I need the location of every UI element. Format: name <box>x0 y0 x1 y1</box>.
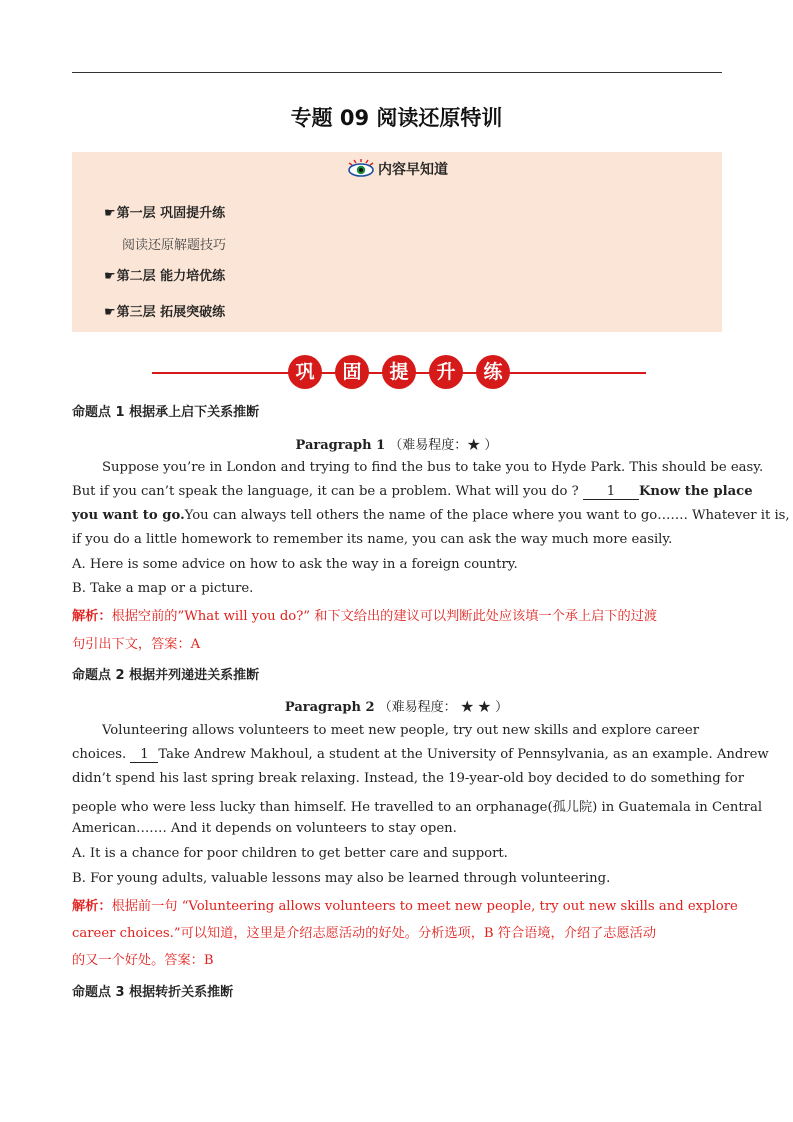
layer-1-subitem: 阅读还原解题技巧 <box>122 238 227 253</box>
text-line: didn’t spend his last spring break relaxing. Instead, the 19-year-old boy decided to do something for <box>72 771 745 786</box>
banner-char: 固 <box>335 355 369 389</box>
analysis-label: 解析： <box>72 609 112 624</box>
pointing-hand-icon: ☛ <box>104 269 116 284</box>
analysis-text: 的又一个好处。答案：B <box>72 953 214 968</box>
page-title: 专题 09 阅读还原特训 <box>290 106 503 130</box>
answer-text: Know the place <box>638 484 753 499</box>
layer-3-item <box>104 301 225 320</box>
answer-blank: 1 <box>583 484 639 500</box>
paragraph-2-label: Paragraph 2 <box>284 700 375 715</box>
difficulty-rating: （难易程度：★ ） <box>389 438 498 453</box>
text-line <box>72 484 753 500</box>
banner-title <box>288 352 510 394</box>
option-b: B. Take a map or a picture. <box>72 581 254 596</box>
text-line: Suppose you’re in London and trying to find the bus to take you to Hyde Park. This should be easy. <box>102 460 764 475</box>
text-line <box>72 508 790 523</box>
analysis-text: 句引出下文，答案：A <box>72 637 201 652</box>
point-2-heading: 命题点 2 根据并列递进关系推断 <box>72 668 260 683</box>
text-segment: You can always tell others the name of the place where you want to go……. Whatever it is, <box>184 508 790 523</box>
overview-heading-text: 内容早知道 <box>378 162 448 178</box>
layer-2-label: 第二层 能力培优练 <box>116 269 226 284</box>
pointing-hand-icon: ☛ <box>104 206 116 221</box>
banner-char: 巩 <box>288 355 322 389</box>
point-1-heading: 命题点 1 根据承上启下关系推断 <box>72 405 260 420</box>
overview-heading <box>72 158 722 182</box>
option-a: A. Here is some advice on how to ask the way in a foreign country. <box>72 557 518 572</box>
difficulty-rating: （难易程度： ★ ★ ） <box>378 700 509 715</box>
text-line: Volunteering allows volunteers to meet new people, try out new skills and explore career <box>102 723 700 738</box>
text-line <box>72 747 769 763</box>
analysis-text: career choices.”可以知道，这里是介绍志愿活动的好处。分析选项，B 符合语境，介绍了志愿活动 <box>72 926 657 941</box>
text-segment: But if you can’t speak the language, it can be a problem. What will you do ? <box>72 484 579 499</box>
analysis-text: 根据前一句 “Volunteering allows volunteers to meet new people, try out new skills and explore <box>111 899 738 914</box>
option-a: A. It is a chance for poor children to get better care and support. <box>72 846 508 861</box>
paragraph-1-label: Paragraph 1 <box>295 438 386 453</box>
analysis <box>72 895 738 914</box>
option-b: B. For young adults, valuable lessons may also be learned through volunteering. <box>72 871 611 886</box>
text-segment: Take Andrew Makhoul, a student at the University of Pennsylvania, as an example. Andrew <box>158 747 769 762</box>
pointing-hand-icon: ☛ <box>104 305 116 320</box>
paragraph-2-heading <box>0 696 793 715</box>
layer-1-label: 第一层 巩固提升练 <box>116 206 226 221</box>
paragraph-1-heading <box>0 434 793 453</box>
banner-char: 练 <box>476 355 510 389</box>
header-rule <box>72 72 722 73</box>
layer-3-label: 第三层 拓展突破练 <box>116 305 226 320</box>
text-line: American……. And it depends on volunteers to stay open. <box>72 821 457 836</box>
eye-icon <box>346 158 376 182</box>
banner-char: 升 <box>429 355 463 389</box>
banner-char: 提 <box>382 355 416 389</box>
analysis-text: 根据空前的”What will you do?” 和下文给出的建议可以判断此处应该填一个承上启下的过渡 <box>111 609 658 624</box>
point-3-heading: 命题点 3 根据转折关系推断 <box>72 985 234 1000</box>
section-banner <box>152 352 646 394</box>
overview-box <box>72 152 722 332</box>
analysis-label: 解析： <box>72 899 112 914</box>
text-segment: choices. <box>72 747 127 762</box>
analysis <box>72 605 727 624</box>
answer-blank: 1 <box>130 747 158 763</box>
answer-text: you want to go. <box>72 508 185 523</box>
layer-2-item <box>104 265 225 284</box>
text-line: people who were less lucky than himself. He travelled to an orphanage(孤儿院) in Guatemala in Central <box>72 800 763 815</box>
layer-1-item <box>104 202 225 221</box>
text-line: if you do a little homework to remember its name, you can ask the way much more easily. <box>72 532 673 547</box>
